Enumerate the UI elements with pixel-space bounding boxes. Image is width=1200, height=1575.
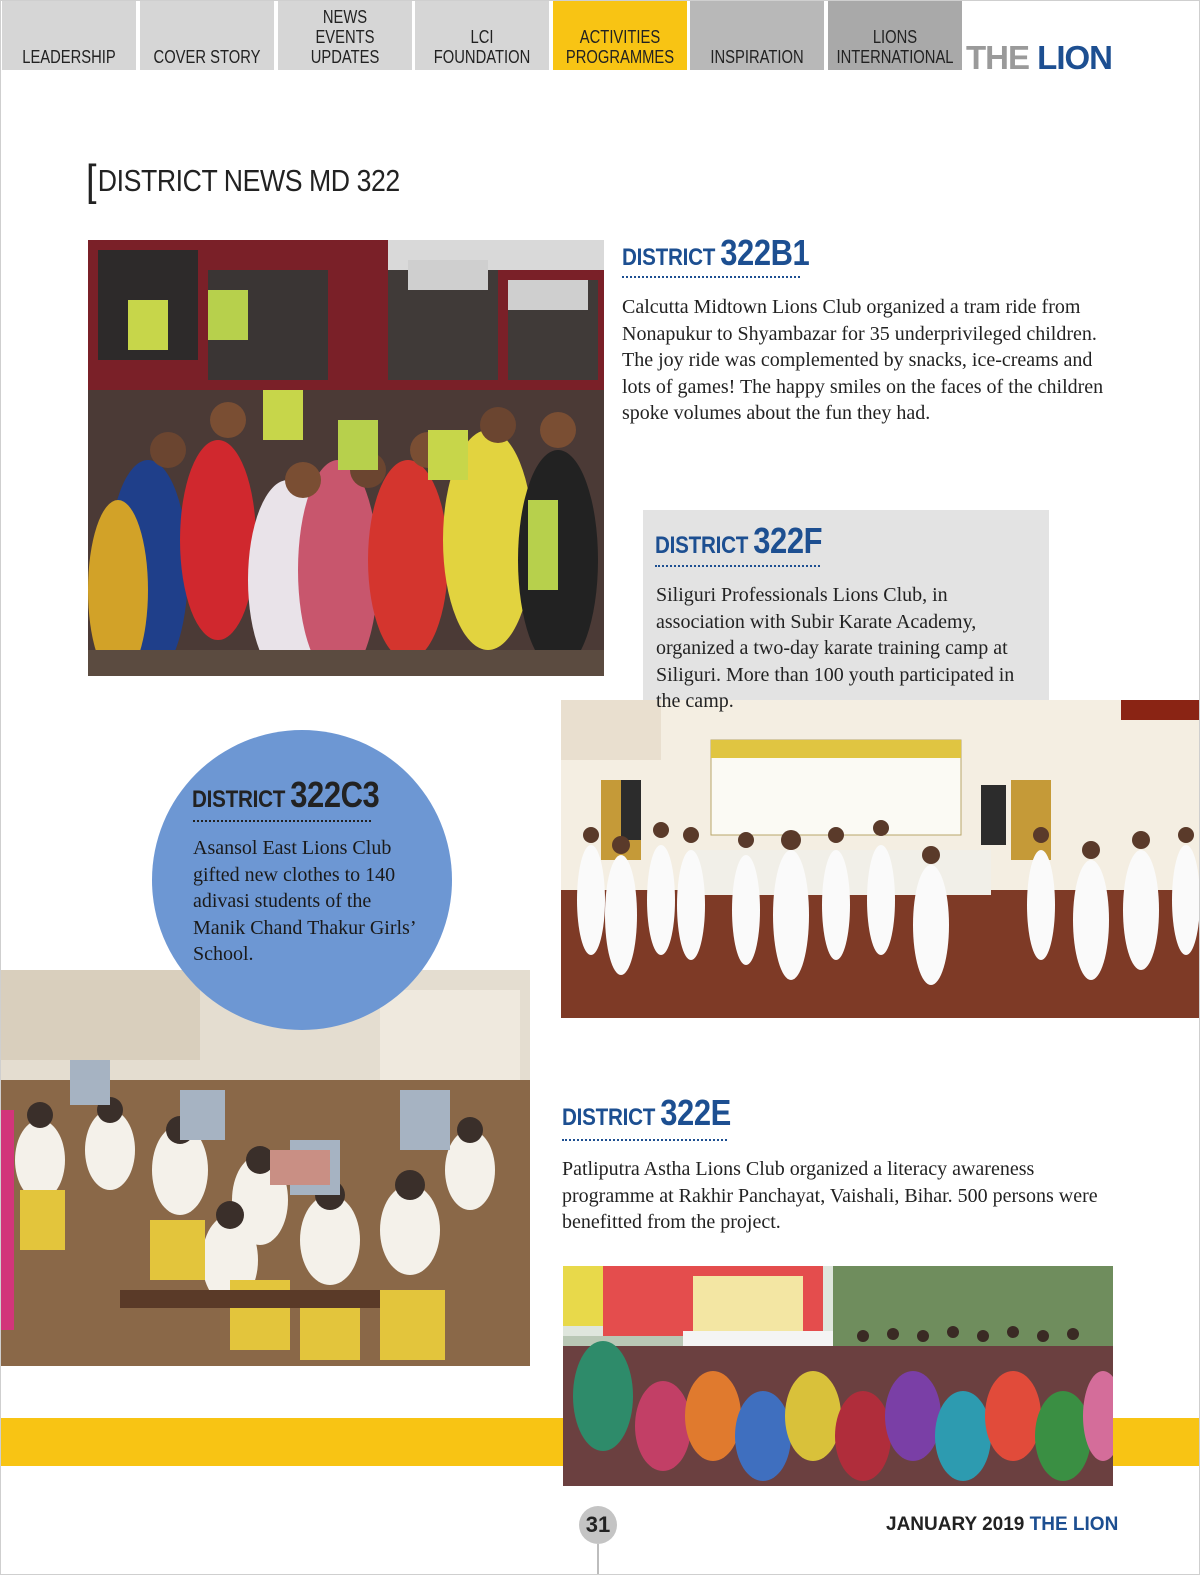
tab-activities-programmes[interactable] (553, 0, 687, 70)
school-clothes-distribution-photo (0, 970, 530, 1366)
literacy-programme-photo (563, 1266, 1113, 1486)
tab-cover-story[interactable] (140, 0, 274, 70)
magazine-name: THE LION (1029, 1514, 1119, 1535)
tab-label-line: NEWS (322, 7, 368, 27)
bracket-mark: [ (86, 156, 97, 205)
district-word: DISTRICT (622, 244, 716, 271)
karate-camp-photo (561, 700, 1200, 1018)
tab-label-line: INTERNATIONAL (836, 47, 954, 67)
tab-lci-foundation[interactable] (415, 0, 549, 70)
district-322f-text: Siliguri Professionals Lions Club, in association with Subir Karate Academy, organized a two-day karate training camp at Siliguri. More than 100 youth participated in the camp. (656, 584, 1015, 712)
tab-label (427, 27, 537, 67)
tab-label (14, 47, 124, 67)
section-title (86, 152, 400, 205)
tab-label-line: INSPIRATION (710, 47, 804, 67)
magazine-logo[interactable] (966, 40, 1112, 76)
section-title-text: DISTRICT NEWS MD 322 (97, 163, 400, 198)
district-number: 322F (753, 520, 823, 561)
district-number: 322B1 (720, 232, 810, 273)
tab-label-line: LCI (470, 27, 494, 47)
tab-label-line: PROGRAMMES (565, 47, 675, 67)
district-number: 322E (660, 1092, 731, 1133)
district-322f-heading (655, 520, 822, 562)
tab-label-line: LIONS (872, 27, 918, 47)
issue-date: JANUARY 2019 (886, 1514, 1025, 1535)
footer-issue (886, 1514, 1118, 1536)
logo-lion: LION (1037, 39, 1112, 76)
tab-inspiration[interactable] (690, 0, 824, 70)
dotted-rule (562, 1139, 727, 1141)
tab-lions-international[interactable] (828, 0, 962, 70)
district-word: DISTRICT (562, 1104, 656, 1131)
district-322b1-heading (622, 232, 809, 274)
district-322c3-heading (192, 774, 379, 816)
tab-label-line: FOUNDATION (433, 47, 531, 67)
district-322b1-text: Calcutta Midtown Lions Club organized a tram ride from Nonapukur to Shyambazar for 35 underprivileged children. The joy ride was complemented by snacks, ice-creams and lots of games! The happy smiles on the faces of the children spoke volumes about the fun they had. (622, 296, 1104, 424)
tab-label-line: LEADERSHIP (22, 47, 116, 67)
district-322e-heading (562, 1092, 731, 1134)
tab-label (290, 7, 400, 67)
page-number-stem (597, 1544, 599, 1575)
logo-the: THE (966, 39, 1029, 76)
district-322e-text: Patliputra Astha Lions Club organized a literacy awareness programme at Rakhir Panchayat, Vaishali, Bihar. 500 persons were benefitted from the project. (562, 1158, 1098, 1233)
dotted-rule (622, 276, 800, 278)
tab-label-line: COVER STORY (153, 47, 261, 67)
tab-label-line: ACTIVITIES (579, 27, 661, 47)
tab-label (702, 47, 812, 67)
tab-label-line: UPDATES (310, 47, 380, 67)
dotted-rule (193, 820, 371, 822)
tab-label-line: EVENTS (315, 27, 375, 47)
tab-label (152, 47, 262, 67)
district-number: 322C3 (290, 774, 380, 815)
tab-news-events-updates[interactable] (278, 0, 412, 70)
district-322c3-text: Asansol East Lions Club gifted new clothes to 140 adivasi students of the Manik Chand Thakur Girls’ School. (193, 837, 416, 965)
page-number: 31 (579, 1506, 617, 1544)
dotted-rule (655, 565, 820, 567)
tram-ride-children-photo (88, 240, 604, 676)
tab-label (836, 27, 954, 67)
district-word: DISTRICT (655, 532, 749, 559)
district-word: DISTRICT (192, 786, 286, 813)
tab-leadership[interactable] (2, 0, 136, 70)
tab-label (565, 27, 675, 67)
